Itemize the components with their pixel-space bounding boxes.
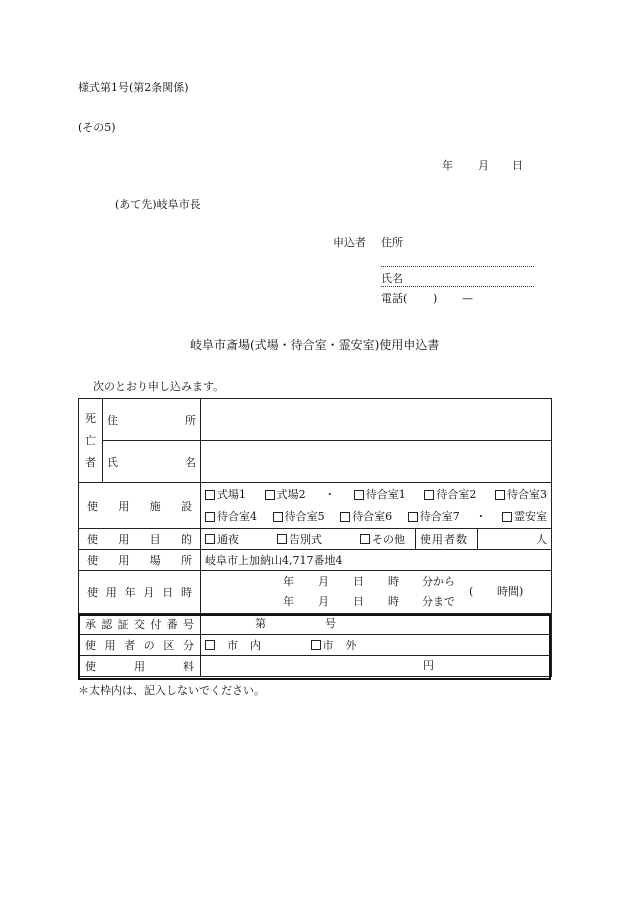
user-category-label: 使 用 者 の 区 分 [79,635,201,656]
user-count-label: 使用者数 [416,529,478,550]
permit-row [79,614,552,635]
purpose-checkbox-other[interactable]: その他 [360,531,405,547]
place-value: 岐阜市上加納山4,717番地4 [201,550,552,571]
purpose-label: 使 用 目 的 [79,529,201,550]
facility-separator: ・ [475,509,487,523]
facility-checkbox-machiai4[interactable]: 待合室4 [205,506,257,528]
facility-label: 使 用 施 設 [79,483,201,529]
phone-dash: — [462,292,473,305]
place-row [79,550,552,571]
facility-options [201,483,552,529]
applicant-name-label: 氏名 [381,272,403,285]
footnote: ＊太枠内は、記入しないでください。 [78,684,265,697]
facility-checkbox-machiai2[interactable]: 待合室2 [424,484,476,506]
facility-checkbox-machiai5[interactable]: 待合室5 [273,506,325,528]
address-line[interactable] [381,266,534,267]
user-category-options [201,635,552,656]
addressee: (あて先)岐阜市長 [115,198,201,211]
date-day-label: 日 [512,159,523,172]
phone-paren-close: ) [433,292,438,305]
datetime-field[interactable]: 年 月 日 時 分から 年 月 日 時 分まで ( 時間) [201,571,552,614]
deceased-name-field[interactable] [201,441,552,483]
facility-separator: ・ [324,487,336,501]
facility-row [79,483,552,529]
deceased-address-label: 住 所 [103,399,201,441]
fee-label: 使 用 料 [79,656,201,677]
until-label: 分まで [422,595,455,608]
date-month-label: 月 [478,159,489,172]
facility-checkbox-machiai6[interactable]: 待合室6 [340,506,392,528]
purpose-checkbox-kokubetsushiki[interactable]: 告別式 [277,531,322,547]
facility-checkbox-machiai7[interactable]: 待合室7 [408,506,460,528]
user-category-row [79,635,552,656]
permit-field: 第 号 [201,614,552,635]
hours-open: ( [469,585,474,598]
hours-close: 時間) [497,585,524,598]
deceased-address-row [79,399,552,441]
sub-number: (その5) [78,121,116,134]
category-checkbox-shinai: 市 内 [205,637,261,653]
page-title: 岐阜市斎場(式場・待合室・霊安室)使用申込書 [190,338,440,352]
date-year-label: 年 [442,159,453,172]
place-label: 使 用 場 所 [79,550,201,571]
deceased-group-label: 死 亡 者 [79,399,103,483]
name-line[interactable] [381,286,534,287]
purpose-checkbox-tsuya[interactable]: 通夜 [205,531,239,547]
user-count-unit: 人 [536,533,547,546]
category-checkbox-shigai: 市 外 [311,637,357,653]
user-count-field[interactable] [478,529,552,550]
deceased-address-field[interactable] [201,399,552,441]
application-form-table [78,398,552,677]
datetime-label: 使 用 年 月 日 時 [79,571,201,614]
facility-checkbox-shikijo1[interactable]: 式場1 [205,484,246,506]
deceased-name-label: 氏 名 [103,441,201,483]
applicant-label: 申込者 [333,236,366,249]
datetime-row [79,571,552,614]
deceased-name-row [79,441,552,483]
purpose-row [79,529,552,550]
intro-text: 次のとおり申し込みます。 [93,380,225,393]
facility-checkbox-machiai3[interactable]: 待合室3 [495,484,547,506]
form-number: 様式第1号(第2条関係) [78,81,189,94]
applicant-address-label: 住所 [381,236,403,249]
facility-checkbox-shikijo2[interactable]: 式場2 [265,484,306,506]
purpose-options [201,529,416,550]
fee-field: 円 [201,656,552,677]
permit-label: 承 認 証 交 付 番 号 [79,614,201,635]
fee-row [79,656,552,677]
applicant-phone-label: 電話( [381,292,408,305]
facility-checkbox-machiai1[interactable]: 待合室1 [354,484,406,506]
facility-checkbox-reianshitsu[interactable]: 霊安室 [502,506,547,528]
from-label: 分から [422,575,455,588]
